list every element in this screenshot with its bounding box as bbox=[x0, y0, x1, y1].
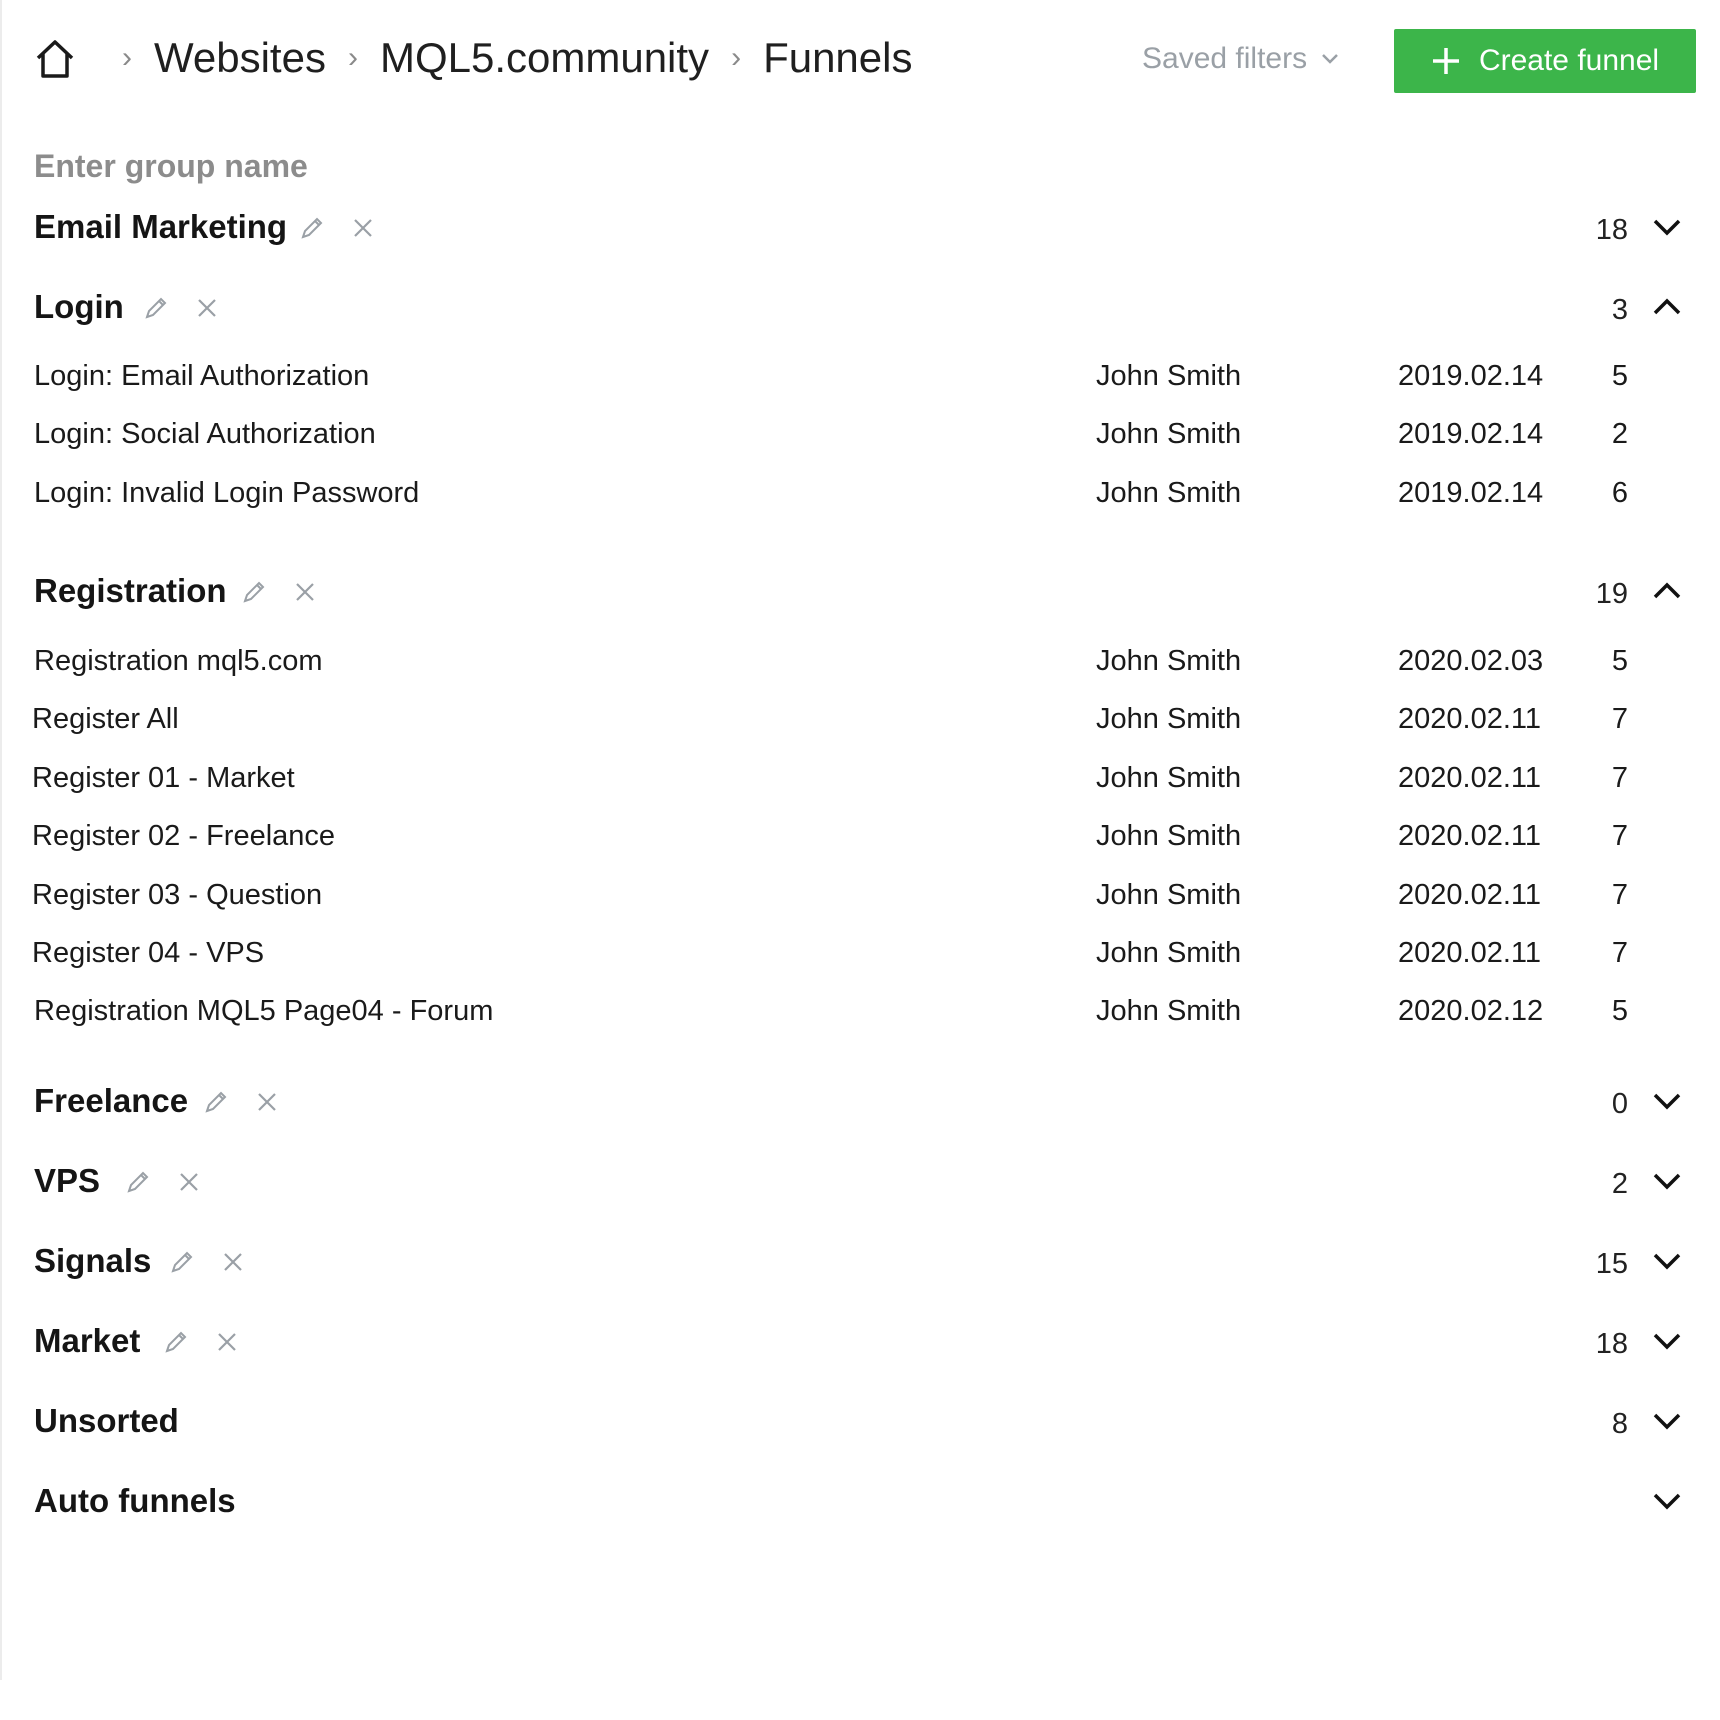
breadcrumb bbox=[100, 34, 912, 82]
funnel-date: 2020.02.11 bbox=[1398, 820, 1541, 852]
group-row[interactable] bbox=[0, 1474, 1720, 1534]
funnel-step-count: 7 bbox=[1611, 762, 1628, 794]
funnel-date: 2020.02.03 bbox=[1398, 645, 1544, 677]
group-row[interactable] bbox=[0, 280, 1720, 340]
group-count: 19 bbox=[1595, 578, 1628, 610]
funnel-row[interactable] bbox=[0, 871, 1720, 921]
funnel-author: John Smith bbox=[1096, 820, 1242, 852]
group-name: Login bbox=[34, 288, 124, 325]
funnel-step-count: 7 bbox=[1611, 937, 1628, 969]
group-row[interactable] bbox=[0, 1234, 1720, 1294]
group-count: 8 bbox=[1611, 1408, 1628, 1440]
funnel-step-count: 5 bbox=[1611, 995, 1628, 1027]
funnel-author: John Smith bbox=[1096, 645, 1242, 677]
group-name: Signals bbox=[34, 1242, 152, 1279]
funnel-row[interactable] bbox=[0, 987, 1720, 1037]
funnel-name[interactable]: Login: Social Authorization bbox=[34, 418, 376, 450]
chevron-up-icon[interactable] bbox=[1652, 580, 1682, 602]
group-name: Market bbox=[34, 1322, 141, 1359]
group-actions bbox=[162, 1328, 238, 1356]
group-actions bbox=[168, 1248, 244, 1276]
chevron-right-icon: › bbox=[347, 41, 358, 74]
group-count: 0 bbox=[1611, 1088, 1628, 1120]
funnel-author: John Smith bbox=[1096, 703, 1242, 735]
funnel-author: John Smith bbox=[1096, 762, 1242, 794]
funnel-row[interactable] bbox=[0, 812, 1720, 862]
home-icon[interactable] bbox=[34, 38, 76, 80]
group-count: 2 bbox=[1611, 1168, 1628, 1200]
group-actions bbox=[240, 578, 316, 606]
page-header bbox=[0, 26, 1720, 96]
funnel-date: 2019.02.14 bbox=[1398, 477, 1544, 509]
funnel-date: 2020.02.11 bbox=[1398, 703, 1541, 735]
group-count: 18 bbox=[1595, 1328, 1628, 1360]
group-row[interactable] bbox=[0, 1074, 1720, 1134]
chevron-down-icon bbox=[1321, 53, 1339, 65]
funnel-step-count: 7 bbox=[1611, 703, 1628, 735]
breadcrumb-funnels: Funnels bbox=[763, 34, 913, 81]
group-row[interactable] bbox=[0, 1154, 1720, 1214]
saved-filters-label: Saved filters bbox=[1142, 42, 1308, 75]
funnel-date: 2020.02.11 bbox=[1398, 762, 1541, 794]
funnel-author: John Smith bbox=[1096, 360, 1242, 392]
chevron-down-icon[interactable] bbox=[1652, 1170, 1682, 1192]
breadcrumb-websites[interactable]: Websites bbox=[154, 34, 326, 81]
funnel-author: John Smith bbox=[1096, 879, 1242, 911]
funnel-step-count: 2 bbox=[1611, 418, 1628, 450]
funnel-step-count: 6 bbox=[1611, 477, 1628, 509]
group-count: 3 bbox=[1611, 294, 1628, 326]
funnel-name[interactable]: Login: Invalid Login Password bbox=[34, 477, 420, 509]
group-actions bbox=[298, 214, 374, 242]
delete-close-icon[interactable] bbox=[256, 1091, 278, 1113]
funnel-name[interactable]: Register 01 - Market bbox=[32, 762, 295, 794]
funnel-name[interactable]: Registration mql5.com bbox=[34, 645, 323, 677]
funnel-date: 2020.02.12 bbox=[1398, 995, 1544, 1027]
funnel-author: John Smith bbox=[1096, 995, 1242, 1027]
funnel-row[interactable] bbox=[0, 754, 1720, 804]
edit-pencil-icon[interactable] bbox=[142, 294, 170, 322]
funnel-author: John Smith bbox=[1096, 937, 1242, 969]
chevron-down-icon[interactable] bbox=[1652, 1410, 1682, 1432]
edit-pencil-icon[interactable] bbox=[162, 1328, 190, 1356]
funnel-name[interactable]: Register 02 - Freelance bbox=[32, 820, 336, 852]
edit-pencil-icon[interactable] bbox=[202, 1088, 230, 1116]
chevron-right-icon: › bbox=[731, 41, 742, 74]
funnel-row[interactable] bbox=[0, 469, 1720, 519]
group-name: Auto funnels bbox=[34, 1482, 236, 1519]
chevron-down-icon[interactable] bbox=[1652, 1490, 1682, 1512]
delete-close-icon[interactable] bbox=[216, 1331, 238, 1353]
funnel-name[interactable]: Register All bbox=[32, 703, 179, 735]
delete-close-icon[interactable] bbox=[294, 581, 316, 603]
create-funnel-label: Create funnel bbox=[1478, 44, 1660, 77]
funnel-row[interactable] bbox=[0, 637, 1720, 687]
group-name: Freelance bbox=[34, 1082, 189, 1119]
funnel-row[interactable] bbox=[0, 695, 1720, 745]
chevron-down-icon[interactable] bbox=[1652, 1250, 1682, 1272]
chevron-down-icon[interactable] bbox=[1652, 1090, 1682, 1112]
funnel-date: 2020.02.11 bbox=[1398, 879, 1541, 911]
group-name: Unsorted bbox=[34, 1402, 179, 1439]
group-name: Email Marketing bbox=[34, 208, 288, 245]
chevron-down-icon[interactable] bbox=[1652, 1330, 1682, 1352]
delete-close-icon[interactable] bbox=[196, 297, 218, 319]
group-actions bbox=[142, 294, 218, 322]
funnel-name[interactable]: Login: Email Authorization bbox=[34, 360, 370, 392]
group-row[interactable] bbox=[0, 200, 1720, 260]
delete-close-icon[interactable] bbox=[178, 1171, 200, 1193]
group-name-input[interactable] bbox=[34, 144, 634, 188]
saved-filters-dropdown[interactable] bbox=[1142, 42, 1339, 76]
funnel-row[interactable] bbox=[0, 929, 1720, 979]
chevron-up-icon[interactable] bbox=[1652, 296, 1682, 318]
group-row[interactable] bbox=[0, 564, 1720, 624]
create-funnel-button[interactable] bbox=[1394, 29, 1696, 93]
funnel-author: John Smith bbox=[1096, 418, 1242, 450]
edit-pencil-icon[interactable] bbox=[298, 214, 326, 242]
delete-close-icon[interactable] bbox=[352, 217, 374, 239]
funnel-date: 2020.02.11 bbox=[1398, 937, 1541, 969]
group-row[interactable] bbox=[0, 1314, 1720, 1374]
edit-pencil-icon[interactable] bbox=[124, 1168, 152, 1196]
edit-pencil-icon[interactable] bbox=[168, 1248, 196, 1276]
funnel-step-count: 5 bbox=[1611, 645, 1628, 677]
funnel-step-count: 7 bbox=[1611, 879, 1628, 911]
funnel-date: 2019.02.14 bbox=[1398, 360, 1544, 392]
group-count: 18 bbox=[1595, 214, 1628, 246]
group-name: VPS bbox=[34, 1162, 101, 1199]
delete-close-icon[interactable] bbox=[222, 1251, 244, 1273]
group-actions bbox=[124, 1168, 200, 1196]
funnel-author: John Smith bbox=[1096, 477, 1242, 509]
chevron-right-icon: › bbox=[122, 41, 132, 74]
group-count: 15 bbox=[1595, 1248, 1628, 1280]
funnel-name[interactable]: Register 03 - Question bbox=[32, 879, 323, 911]
group-actions bbox=[202, 1088, 278, 1116]
funnel-step-count: 5 bbox=[1611, 360, 1628, 392]
funnel-name[interactable]: Register 04 - VPS bbox=[32, 937, 265, 969]
plus-icon bbox=[1431, 46, 1461, 76]
edit-pencil-icon[interactable] bbox=[240, 578, 268, 606]
funnel-name[interactable]: Registration MQL5 Page04 - Forum bbox=[34, 995, 494, 1027]
group-row[interactable] bbox=[0, 1394, 1720, 1454]
funnel-row[interactable] bbox=[0, 352, 1720, 402]
chevron-down-icon[interactable] bbox=[1652, 216, 1682, 238]
funnel-step-count: 7 bbox=[1611, 820, 1628, 852]
group-name: Registration bbox=[34, 572, 227, 609]
breadcrumb-site[interactable]: MQL5.community bbox=[379, 34, 710, 81]
funnel-row[interactable] bbox=[0, 410, 1720, 460]
funnel-date: 2019.02.14 bbox=[1398, 418, 1544, 450]
